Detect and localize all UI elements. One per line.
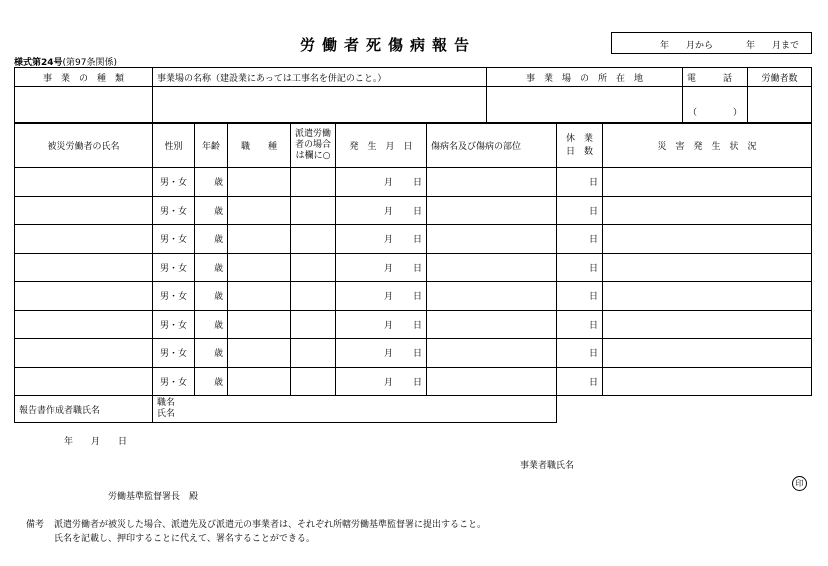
dispatch-field[interactable] <box>291 253 336 282</box>
seal-icon: 印 <box>792 476 807 491</box>
table-row <box>15 282 812 311</box>
business-type-header: 事 業 の 種 類 <box>15 68 153 87</box>
worker-count-field[interactable] <box>748 87 812 123</box>
period-year-2: 年 <box>746 41 756 51</box>
leave-days-field[interactable]: 日 <box>557 282 603 311</box>
injury-field[interactable] <box>427 367 557 396</box>
occupation-field[interactable] <box>228 168 291 197</box>
form-number: 様式第24号(第97条関係) <box>14 58 118 68</box>
dispatch-field[interactable] <box>291 168 336 197</box>
dispatch-field[interactable] <box>291 196 336 225</box>
leave-days-field[interactable]: 日 <box>557 367 603 396</box>
situation-field[interactable] <box>603 310 812 339</box>
period-year: 年 <box>660 41 670 51</box>
remarks-label: 備考 <box>26 520 45 530</box>
col-situation: 災 害 発 生 状 況 <box>603 124 812 168</box>
col-occupation: 職 種 <box>228 124 291 168</box>
table-row <box>15 196 812 225</box>
worker-name-field[interactable] <box>15 310 153 339</box>
date-field[interactable]: 月 日 <box>336 196 427 225</box>
reporter-position-label: 職名 <box>157 398 176 408</box>
report-period-box[interactable] <box>611 32 812 54</box>
date-field[interactable]: 月 日 <box>336 339 427 368</box>
sex-field[interactable]: 男・女 <box>153 367 195 396</box>
date-field[interactable]: 月 日 <box>336 367 427 396</box>
occupation-field[interactable] <box>228 253 291 282</box>
injury-field[interactable] <box>427 196 557 225</box>
situation-field[interactable] <box>603 196 812 225</box>
leave-days-field[interactable]: 日 <box>557 225 603 254</box>
situation-field[interactable] <box>603 282 812 311</box>
header-table <box>14 67 812 123</box>
workplace-address-header: 事 業 場 の 所 在 地 <box>487 68 683 87</box>
period-month-from: 月から <box>686 41 714 51</box>
col-age: 年齢 <box>195 124 228 168</box>
table-row <box>15 253 812 282</box>
worker-name-field[interactable] <box>15 282 153 311</box>
remarks-line-2: 氏名を記載し、押印することに代えて、署名することができる。 <box>54 534 315 544</box>
date-field[interactable]: 月 日 <box>336 282 427 311</box>
situation-field[interactable] <box>603 367 812 396</box>
occupation-field[interactable] <box>228 225 291 254</box>
age-field[interactable]: 歳 <box>195 310 228 339</box>
sex-field[interactable]: 男・女 <box>153 339 195 368</box>
date-field[interactable]: 月 日 <box>336 225 427 254</box>
employer-label: 事業者職氏名 <box>520 461 575 471</box>
reporter-label: 報告書作成者職氏名 <box>15 396 153 423</box>
table-row <box>15 310 812 339</box>
worker-name-field[interactable] <box>15 225 153 254</box>
age-field[interactable]: 歳 <box>195 253 228 282</box>
col-sex: 性別 <box>153 124 195 168</box>
leave-days-field[interactable]: 日 <box>557 253 603 282</box>
casualty-table <box>14 123 812 423</box>
age-field[interactable]: 歳 <box>195 168 228 197</box>
col-injury: 傷病名及び傷病の部位 <box>427 124 557 168</box>
worker-count-header: 労働者数 <box>748 68 812 87</box>
workplace-address-field[interactable] <box>487 87 683 123</box>
situation-field[interactable] <box>603 339 812 368</box>
col-name: 被災労働者の氏名 <box>15 124 153 168</box>
worker-name-field[interactable] <box>15 367 153 396</box>
sex-field[interactable]: 男・女 <box>153 282 195 311</box>
injury-field[interactable] <box>427 282 557 311</box>
date-field[interactable]: 月 日 <box>336 168 427 197</box>
sex-field[interactable]: 男・女 <box>153 196 195 225</box>
date-field[interactable]: 月 日 <box>336 310 427 339</box>
table-row <box>15 225 812 254</box>
injury-field[interactable] <box>427 253 557 282</box>
occupation-field[interactable] <box>228 196 291 225</box>
workplace-name-header: 事業場の名称（建設業にあっては工事名を併記のこと。） <box>153 68 487 87</box>
leave-days-field[interactable]: 日 <box>557 168 603 197</box>
phone-header: 電 話 <box>683 68 748 87</box>
worker-name-field[interactable] <box>15 196 153 225</box>
table-row <box>15 339 812 368</box>
injury-field[interactable] <box>427 339 557 368</box>
age-field[interactable]: 歳 <box>195 339 228 368</box>
worker-name-field[interactable] <box>15 253 153 282</box>
dispatch-field[interactable] <box>291 282 336 311</box>
remarks-line-1: 派遣労働者が被災した場合、派遣先及び派遣元の事業者は、それぞれ所轄労働基準監督署に提出すること。 <box>54 520 487 530</box>
blank-area <box>557 396 812 423</box>
sex-field[interactable]: 男・女 <box>153 253 195 282</box>
sex-field[interactable]: 男・女 <box>153 310 195 339</box>
addressee: 労働基準監督署長 殿 <box>108 492 199 502</box>
occupation-field[interactable] <box>228 282 291 311</box>
dispatch-field[interactable] <box>291 367 336 396</box>
dispatch-field[interactable] <box>291 310 336 339</box>
dispatch-field[interactable] <box>291 225 336 254</box>
date-line[interactable]: 年 月 日 <box>64 437 128 447</box>
col-dispatch: 派遣労働者の場合は欄に○ <box>291 124 336 168</box>
occupation-field[interactable] <box>228 310 291 339</box>
situation-field[interactable] <box>603 253 812 282</box>
injury-field[interactable] <box>427 225 557 254</box>
reporter-field[interactable] <box>153 396 557 423</box>
period-month-to: 月まで <box>772 41 800 51</box>
table-row <box>15 168 812 197</box>
age-field[interactable]: 歳 <box>195 282 228 311</box>
page-title: 労働者死傷病報告 <box>300 36 477 54</box>
phone-field[interactable]: （ ） <box>683 87 748 123</box>
occupation-field[interactable] <box>228 339 291 368</box>
leave-days-field[interactable]: 日 <box>557 339 603 368</box>
sex-field[interactable]: 男・女 <box>153 168 195 197</box>
sex-field[interactable]: 男・女 <box>153 225 195 254</box>
leave-days-field[interactable]: 日 <box>557 310 603 339</box>
table-row <box>15 367 812 396</box>
occupation-field[interactable] <box>228 367 291 396</box>
injury-field[interactable] <box>427 168 557 197</box>
reporter-name-label: 氏名 <box>157 409 176 419</box>
age-field[interactable]: 歳 <box>195 367 228 396</box>
injury-field[interactable] <box>427 310 557 339</box>
leave-days-field[interactable]: 日 <box>557 196 603 225</box>
worker-name-field[interactable] <box>15 168 153 197</box>
date-field[interactable]: 月 日 <box>336 253 427 282</box>
col-leave-days: 休 業 日 数 <box>557 124 603 168</box>
business-type-field[interactable] <box>15 87 153 123</box>
worker-name-field[interactable] <box>15 339 153 368</box>
workplace-name-field[interactable] <box>153 87 487 123</box>
situation-field[interactable] <box>603 225 812 254</box>
col-date: 発 生 月 日 <box>336 124 427 168</box>
situation-field[interactable] <box>603 168 812 197</box>
age-field[interactable]: 歳 <box>195 196 228 225</box>
age-field[interactable]: 歳 <box>195 225 228 254</box>
dispatch-field[interactable] <box>291 339 336 368</box>
